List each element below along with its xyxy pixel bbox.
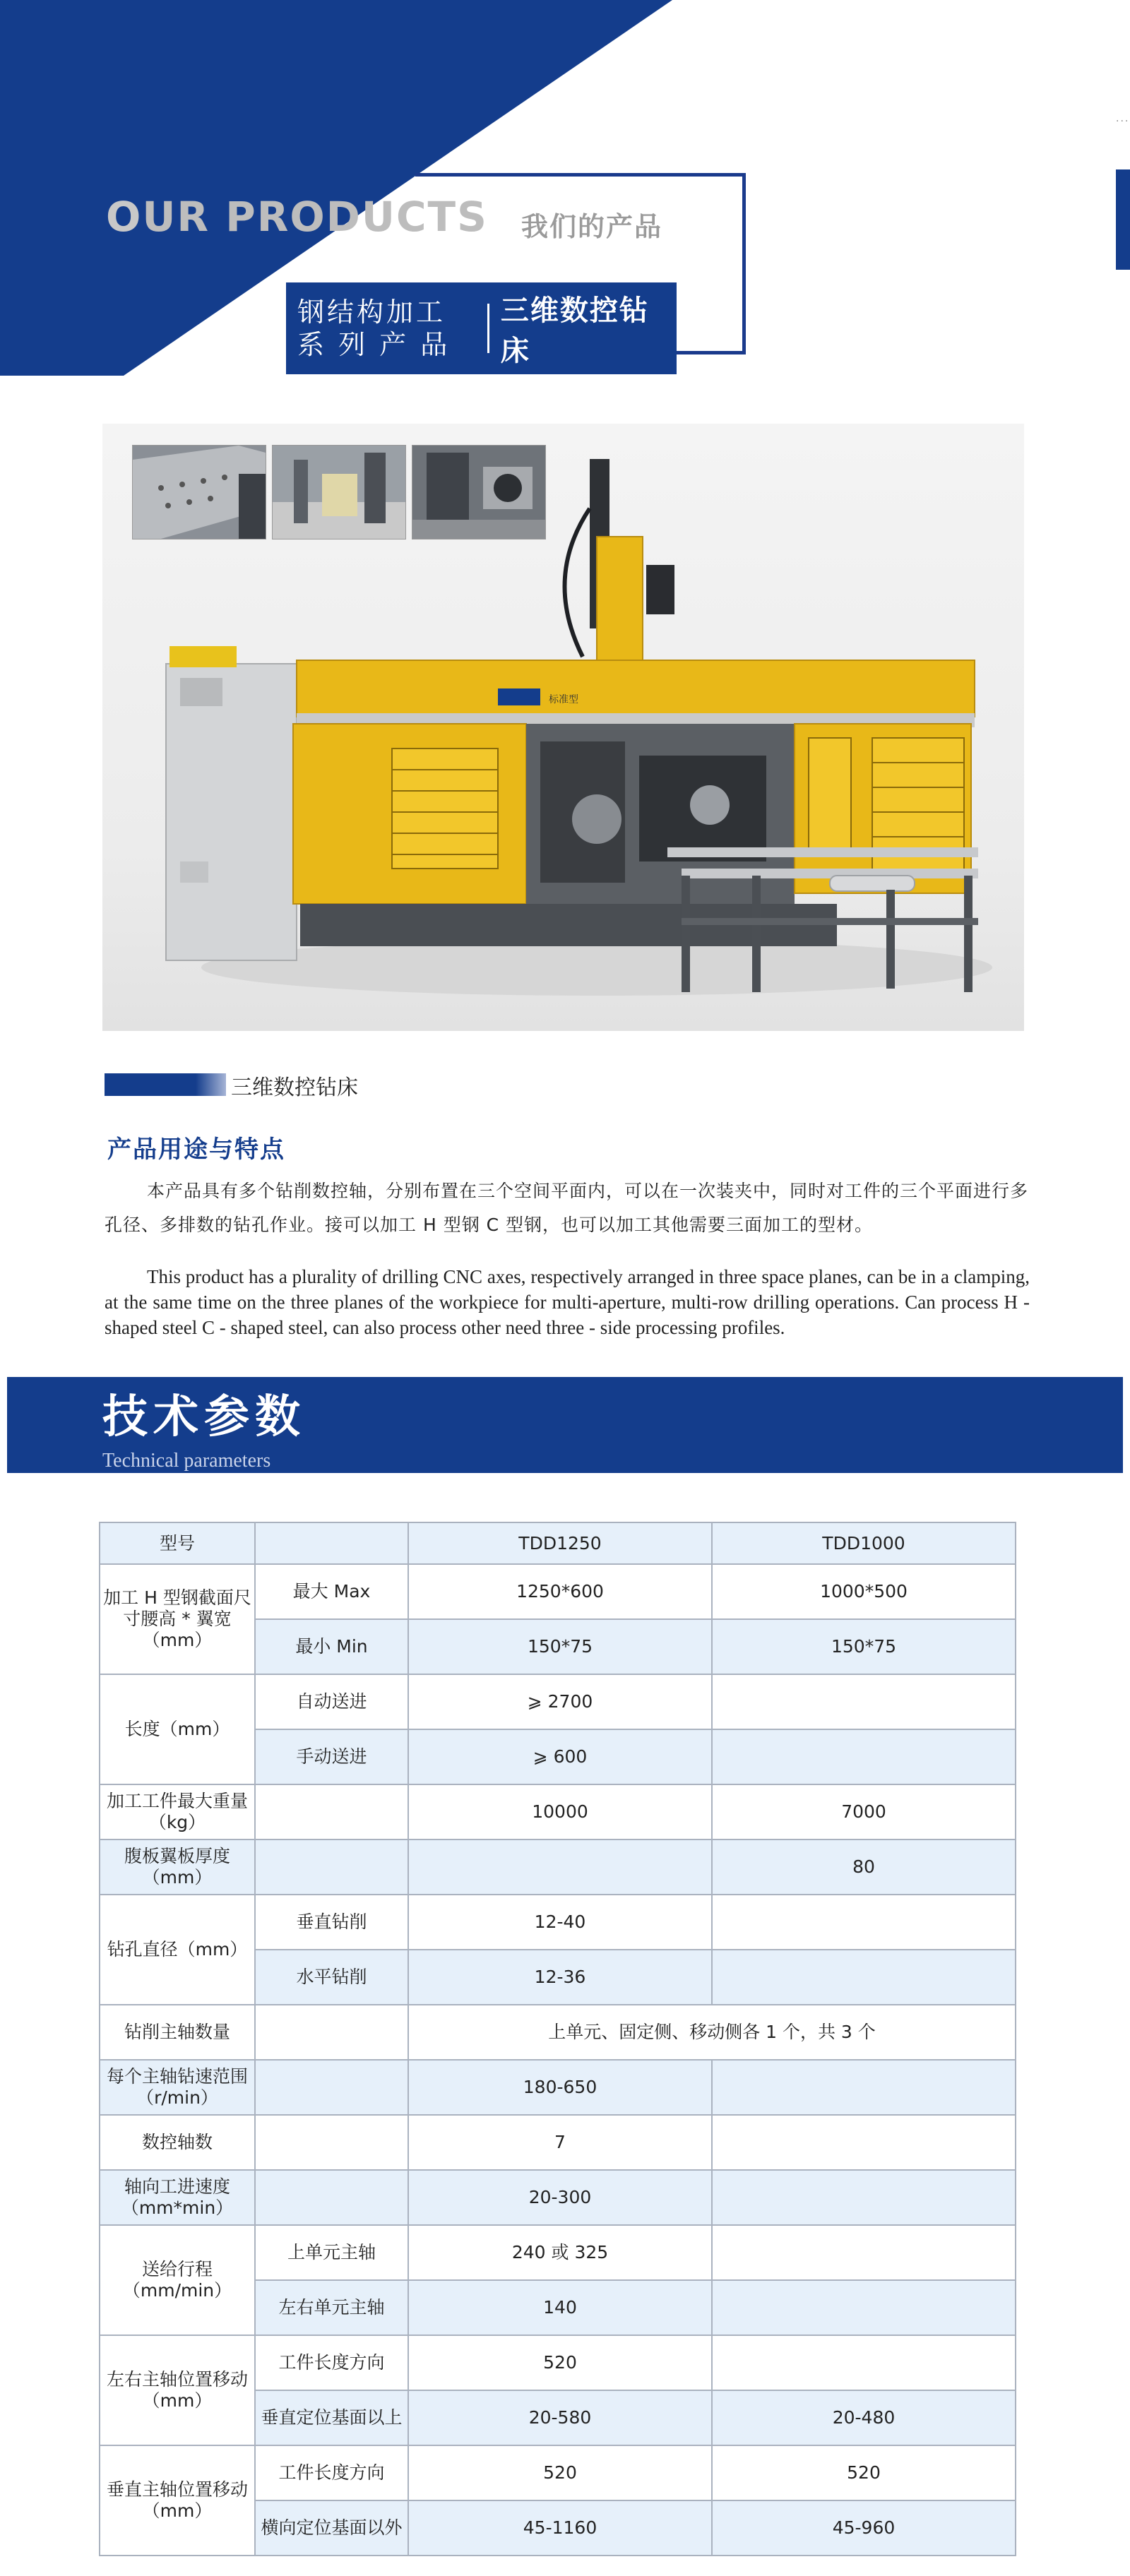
empty-cell (255, 1839, 408, 1895)
empty-cell (712, 2060, 1016, 2115)
tech-params-title-en: Technical parameters (102, 1450, 271, 1472)
above-base-b: 20-480 (712, 2390, 1016, 2445)
min-a: 150*75 (408, 1619, 712, 1674)
sub-label-length-dir: 工件长度方向 (255, 2335, 408, 2390)
edge-dots: ... (1116, 113, 1130, 124)
features-heading: 产品用途与特点 (107, 1135, 285, 1164)
table-row (100, 2170, 1016, 2225)
row-label-model: 型号 (100, 1522, 255, 1564)
machine-nameplate (498, 688, 540, 705)
horizontal-a: 12-36 (408, 1950, 712, 2005)
weight-b: 7000 (712, 1784, 1016, 1839)
above-base-a: 20-580 (408, 2390, 712, 2445)
weight-a: 10000 (408, 1784, 712, 1839)
brand-en-first: O (106, 193, 143, 241)
sub-label-length-dir-2: 工件长度方向 (255, 2445, 408, 2500)
edge-blue-bar (1116, 169, 1130, 270)
empty-cell (712, 2280, 1016, 2335)
series-line-2: 系 列 产 品 (297, 329, 451, 360)
series-divider (487, 304, 489, 353)
row-label-v-move: 垂直主轴位置移动（mm） (100, 2445, 255, 2556)
empty-cell (255, 2115, 408, 2170)
outside-base-a: 45-1160 (408, 2500, 712, 2556)
table-row (100, 1564, 1016, 1619)
table-row (100, 2445, 1016, 2500)
lr-move-length-a: 520 (408, 2335, 712, 2390)
product-name: 三维数控钻床 (500, 294, 649, 367)
table-row (100, 2335, 1016, 2390)
params-table (99, 1522, 1016, 2556)
product-photo (102, 424, 1024, 1031)
row-label-feed-speed: 轴向工进速度（mm*min） (100, 2170, 255, 2225)
outside-base-b: 45-960 (712, 2500, 1016, 2556)
row-label-axes: 数控轴数 (100, 2115, 255, 2170)
series-label (286, 296, 483, 361)
series-line-1: 钢结构加工 (297, 297, 446, 328)
v-move-length-a: 520 (408, 2445, 712, 2500)
speed-a: 180-650 (408, 2060, 712, 2115)
drilling-machine-image (102, 424, 1024, 1031)
row-label-stroke: 送给行程（mm/min） (100, 2225, 255, 2335)
features-text-en: This product has a plurality of drilling CNC axes, respectively arranged in three space planes, can be in a clamping, at the same time on the three planes of the workpiece for multi-aperture, multi-row drilling operations. Can process H - shaped steel C - shaped steel, can also process other need three - side processing profiles. (105, 1266, 1030, 1338)
sub-label-outside-base: 横向定位基面以外 (255, 2500, 408, 2556)
vertical-a: 12-40 (408, 1895, 712, 1950)
row-label-section: 加工 H 型钢截面尺寸腰高 * 翼宽（mm） (100, 1564, 255, 1674)
max-a: 1250*600 (408, 1564, 712, 1619)
thickness-b: 80 (712, 1839, 1016, 1895)
feed-speed-a: 20-300 (408, 2170, 712, 2225)
empty-cell (712, 1674, 1016, 1729)
spindles-value: 上单元、固定侧、移动侧各 1 个，共 3 个 (408, 2005, 1016, 2060)
empty-cell (712, 1950, 1016, 2005)
sub-label-vertical: 垂直钻削 (255, 1895, 408, 1950)
table-row (100, 1522, 1016, 1564)
table-row (100, 1674, 1016, 1729)
max-b: 1000*500 (712, 1564, 1016, 1619)
empty-cell (712, 2170, 1016, 2225)
empty-cell (712, 1729, 1016, 1784)
empty-cell (255, 1784, 408, 1839)
empty-cell (408, 1839, 712, 1895)
model-b: TDD1000 (712, 1522, 1016, 1564)
caption-accent-bar (105, 1073, 226, 1096)
table-row (100, 1784, 1016, 1839)
empty-cell (255, 2060, 408, 2115)
sub-label-left-right: 左右单元主轴 (255, 2280, 408, 2335)
brand-en-rest: UR PRODUCTS (142, 193, 488, 241)
series-title-box (286, 282, 677, 374)
sub-label-auto: 自动送进 (255, 1674, 408, 1729)
sub-label-min: 最小 Min (255, 1619, 408, 1674)
table-row (100, 2005, 1016, 2060)
empty-cell (712, 1895, 1016, 1950)
min-b: 150*75 (712, 1619, 1016, 1674)
features-text-cn: 本产品具有多个钻削数控轴，分别布置在三个空间平面内，可以在一次装夹中，同时对工件的三个平面进行多孔径、多排数的钻孔作业。接可以加工 H 型钢 C 型钢，也可以加工其他需要三面加工的型材。 (105, 1181, 1029, 1235)
empty-cell (255, 1522, 408, 1564)
table-row (100, 2060, 1016, 2115)
manual-a: ⩾ 600 (408, 1729, 712, 1784)
row-label-length: 长度（mm） (100, 1674, 255, 1784)
row-label-spindles: 钻削主轴数量 (100, 2005, 255, 2060)
row-label-weight: 加工工件最大重量（kg） (100, 1784, 255, 1839)
v-move-length-b: 520 (712, 2445, 1016, 2500)
sub-label-max: 最大 Max (255, 1564, 408, 1619)
sub-label-horizontal: 水平钻削 (255, 1950, 408, 2005)
row-label-thickness: 腹板翼板厚度（mm） (100, 1839, 255, 1895)
brand-cn-title: 我们的产品 (521, 211, 663, 242)
photo-caption: 三维数控钻床 (231, 1075, 358, 1100)
table-row (100, 1895, 1016, 1950)
empty-cell (712, 2335, 1016, 2390)
empty-cell (255, 2170, 408, 2225)
brand-en-title (106, 193, 488, 241)
sub-label-manual: 手动送进 (255, 1729, 408, 1784)
sub-label-upper: 上单元主轴 (255, 2225, 408, 2280)
upper-a: 240 或 325 (408, 2225, 712, 2280)
row-label-diameter: 钻孔直径（mm） (100, 1895, 255, 2005)
model-a: TDD1250 (408, 1522, 712, 1564)
sub-label-above-base: 垂直定位基面以上 (255, 2390, 408, 2445)
auto-a: ⩾ 2700 (408, 1674, 712, 1729)
table-row (100, 1839, 1016, 1895)
empty-cell (255, 2005, 408, 2060)
table-row (100, 2225, 1016, 2280)
row-label-speed: 每个主轴钻速范围（r/min） (100, 2060, 255, 2115)
row-label-lr-move: 左右主轴位置移动（mm） (100, 2335, 255, 2445)
tech-params-title-cn: 技术参数 (102, 1391, 306, 1443)
empty-cell (712, 2115, 1016, 2170)
table-row (100, 2115, 1016, 2170)
axes-a: 7 (408, 2115, 712, 2170)
machine-badge: 标准型 (549, 694, 578, 705)
empty-cell (712, 2225, 1016, 2280)
left-right-a: 140 (408, 2280, 712, 2335)
